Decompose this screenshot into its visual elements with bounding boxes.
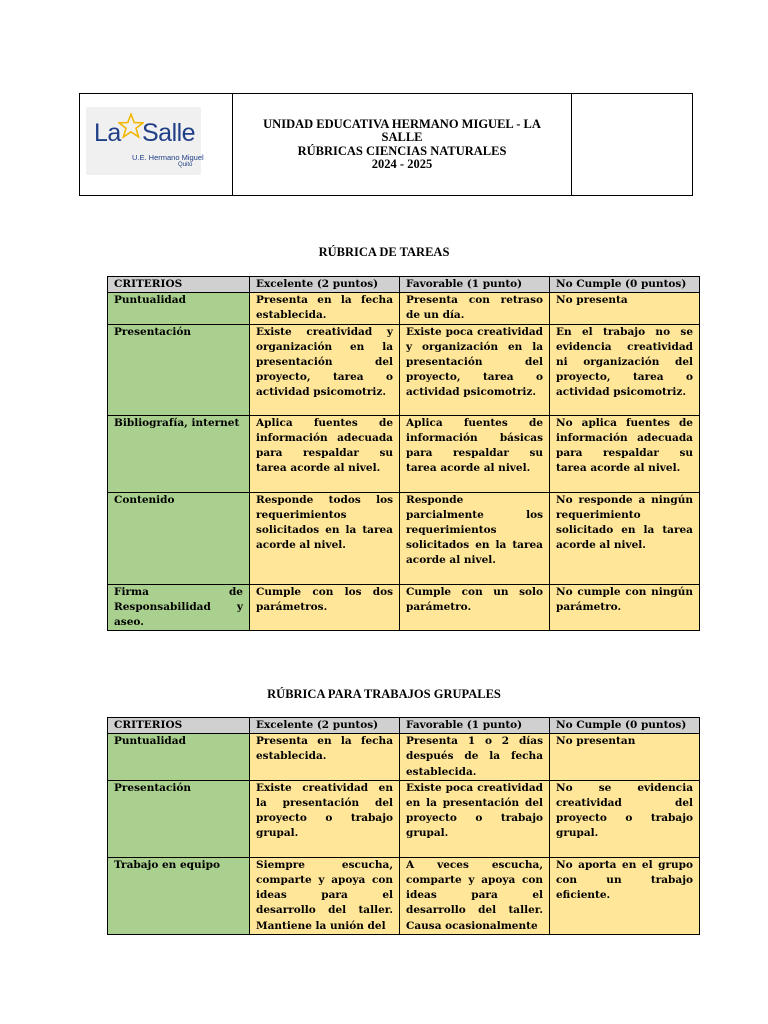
header-criterios: CRITERIOS [108,718,250,734]
favorable-cell: Existe poca creatividad en la presentación del proyecto o trabajo grupal. [400,780,550,857]
header-excelente: Excelente (2 puntos) [250,718,400,734]
logo-cell [80,94,233,195]
logo-word-la: La [94,119,121,147]
criterio-cell: Bibliografía, internet [108,415,250,492]
favorable-cell: Cumple con un solo parámetro. [400,584,550,631]
favorable-text: A veces escucha, comparte y apoya con ideas para el desarrollo del taller. Causa ocasionalmente [406,858,543,932]
no-cumple-cell: En el trabajo no se evidencia creatividad ni organización del proyecto, tarea o actividad psicomotriz. [550,324,700,415]
no-cumple-cell: No presentan [550,734,700,781]
school-name-line-2: SALLE [381,130,423,144]
rubric-grupales-title: RÚBRICA PARA TRABAJOS GRUPALES [267,687,501,701]
logo-subtitle: U.E. Hermano Miguel [132,153,204,162]
school-year-line: 2024 - 2025 [371,157,433,171]
no-cumple-cell: No aplica fuentes de información adecuada para respaldar su tarea acorde al nivel. [550,415,700,492]
favorable-cell: Existe poca creatividad y organización en la presentación del proyecto, tarea o actividad psicomotriz. [400,324,550,415]
rubric-tareas-table [107,276,700,631]
favorable-cell: Responde parcialmente los requerimientos solicitados en la tarea acorde al nivel. [400,492,550,584]
excelente-cell: Presenta en la fecha establecida. [250,734,400,781]
table-row [108,415,700,492]
table-row [108,324,700,415]
excelente-cell: Existe creatividad en la presentación del proyecto o trabajo grupal. [250,780,400,857]
school-name-line-1: UNIDAD EDUCATIVA HERMANO MIGUEL - LA [263,116,541,131]
header-empty-cell [572,94,692,195]
table-row [108,780,700,857]
favorable-cell: Aplica fuentes de información básicas para respaldar su tarea acorde al nivel. [400,415,550,492]
excelente-cell [250,857,400,934]
no-cumple-cell: No presenta [550,293,700,324]
no-cumple-cell: No aporta en el grupo con un trabajo eficiente. [550,857,700,934]
criterio-cell: Trabajo en equipo [108,857,250,934]
excelente-cell: Presenta en la fecha establecida. [250,293,400,324]
table-row [108,857,700,934]
criterio-cell: Presentación [108,324,250,415]
table-header-row [108,277,700,293]
header-no-cumple: No Cumple (0 puntos) [550,277,700,293]
school-title-cell [233,94,572,195]
header-favorable: Favorable (1 punto) [400,277,550,293]
favorable-cell: Presenta 1 o 2 días después de la fecha establecida. [400,734,550,781]
table-row [108,734,700,781]
la-salle-logo [86,107,204,175]
logo-city: Quito [178,162,193,168]
criterio-cell: Firma de Responsabilidad y aseo. [108,584,250,631]
header-criterios: CRITERIOS [108,277,250,293]
criterio-cell: Presentación [108,780,250,857]
no-cumple-cell: No responde a ningún requerimiento solicitado en la tarea acorde al nivel. [550,492,700,584]
excelente-text: Siempre escucha, comparte y apoya con ideas para el desarrollo del taller. Mantiene la unión del [256,858,393,932]
excelente-cell: Cumple con los dos parámetros. [250,584,400,631]
header-no-cumple: No Cumple (0 puntos) [550,718,700,734]
rubric-tareas-title: RÚBRICA DE TAREAS [318,245,450,259]
criterio-cell: Puntualidad [108,293,250,324]
header-excelente: Excelente (2 puntos) [250,277,400,293]
no-cumple-cell: No cumple con ningún parámetro. [550,584,700,631]
star-icon [118,113,144,139]
table-header-row [108,718,700,734]
excelente-cell: Aplica fuentes de información adecuada para respaldar su tarea acorde al nivel. [250,415,400,492]
table-row [108,492,700,584]
document-header [79,93,693,196]
logo-word-salle: Salle [142,119,196,147]
excelente-cell: Existe creatividad y organización en la presentación del proyecto, tarea o actividad psicomotriz. [250,324,400,415]
rubric-subject-line: RÚBRICAS CIENCIAS NATURALES [297,143,507,158]
rubric-grupales-table [107,717,700,935]
criterio-cell: Contenido [108,492,250,584]
criterio-cell: Puntualidad [108,734,250,781]
no-cumple-cell: No se evidencia creatividad del proyecto o trabajo grupal. [550,780,700,857]
table-row [108,293,700,324]
table-row [108,584,700,631]
favorable-cell: Presenta con retraso de un día. [400,293,550,324]
excelente-cell: Responde todos los requerimientos solicitados en la tarea acorde al nivel. [250,492,400,584]
header-favorable: Favorable (1 punto) [400,718,550,734]
favorable-cell [400,857,550,934]
